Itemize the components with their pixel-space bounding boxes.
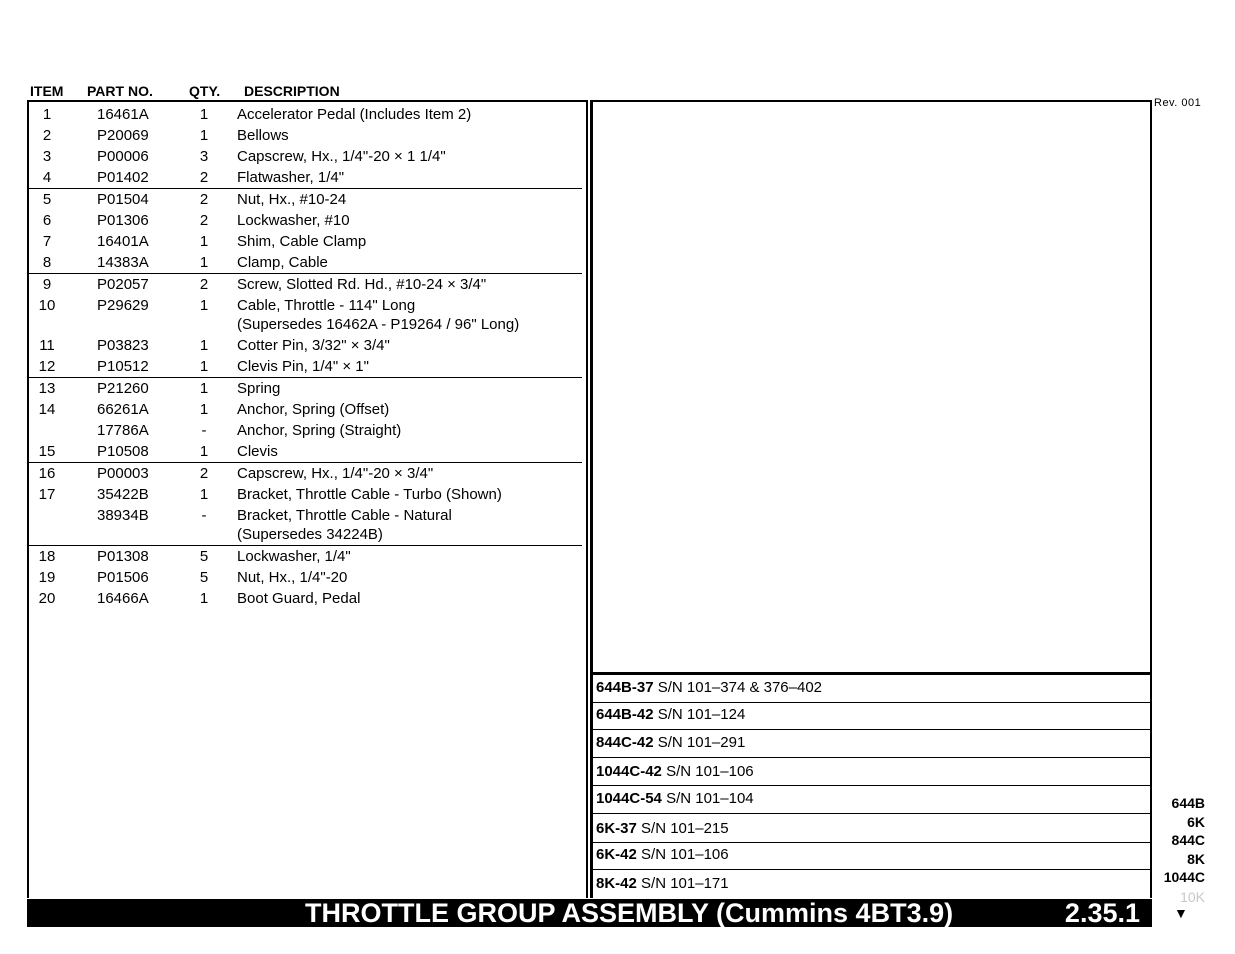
quantity: 2 xyxy=(199,212,209,229)
quantity: 1 xyxy=(199,297,209,314)
quantity: 1 xyxy=(199,380,209,397)
quantity: 1 xyxy=(199,486,209,503)
model-label: 8K xyxy=(1187,850,1205,867)
serial-model: 6K-37 xyxy=(596,820,637,837)
quantity: 1 xyxy=(199,443,209,460)
serial-range-text: S/N 101–215 xyxy=(641,820,729,837)
part-number: P00003 xyxy=(97,465,149,482)
table-row xyxy=(29,274,584,295)
model-label: 6K xyxy=(1187,813,1205,830)
table-row xyxy=(29,505,582,546)
description xyxy=(237,147,584,166)
description xyxy=(237,464,584,483)
description-line: Anchor, Spring (Straight) xyxy=(237,422,402,439)
description-line: Bracket, Throttle Cable - Natural xyxy=(237,507,452,524)
serial-range-text: S/N 101–106 xyxy=(666,763,754,780)
table-row xyxy=(29,441,582,463)
table-row xyxy=(29,463,584,484)
serial-range-text: S/N 101–374 & 376–402 xyxy=(657,679,823,696)
description xyxy=(237,336,584,355)
description xyxy=(237,589,584,608)
description xyxy=(237,232,584,251)
part-number: P21260 xyxy=(97,380,149,397)
part-number: 38934B xyxy=(97,507,149,524)
serial-divider-line xyxy=(593,702,1150,703)
description xyxy=(237,568,584,587)
table-row xyxy=(29,295,584,335)
description-line: Clevis xyxy=(237,443,278,460)
item-number: 19 xyxy=(38,569,56,586)
header-item: ITEM xyxy=(30,83,64,99)
part-number: P02057 xyxy=(97,276,149,293)
part-number: P10508 xyxy=(97,443,149,460)
description xyxy=(237,485,584,504)
quantity: 1 xyxy=(199,106,209,123)
description xyxy=(237,379,584,398)
parts-table xyxy=(29,104,584,609)
item-number: 11 xyxy=(39,337,55,354)
quantity: - xyxy=(201,422,207,439)
item-number: 17 xyxy=(38,486,56,503)
quantity: 1 xyxy=(199,233,209,250)
item-number: 18 xyxy=(38,548,56,565)
table-row xyxy=(29,189,584,210)
table-row xyxy=(29,231,584,252)
table-row xyxy=(29,378,584,399)
table-row xyxy=(29,567,584,588)
table-row xyxy=(29,399,584,420)
serial-range xyxy=(596,679,822,696)
item-number: 2 xyxy=(42,127,52,144)
description xyxy=(237,211,584,230)
description-line: Cable, Throttle - 114" Long xyxy=(237,297,416,314)
serial-divider-line xyxy=(593,813,1150,814)
part-number: 16461A xyxy=(97,106,149,123)
item-number: 16 xyxy=(38,465,56,482)
table-row xyxy=(29,210,584,231)
description xyxy=(237,400,584,419)
quantity: 1 xyxy=(199,590,209,607)
serial-range-text: S/N 101–124 xyxy=(657,706,746,723)
item-number: 10 xyxy=(38,297,56,314)
item-number: 15 xyxy=(38,443,56,460)
serial-range xyxy=(596,820,729,837)
quantity: 2 xyxy=(199,465,209,482)
description-line: Accelerator Pedal (Includes Item 2) xyxy=(237,106,472,123)
item-number: 14 xyxy=(38,401,56,418)
serial-range-text: S/N 101–291 xyxy=(657,734,746,751)
description-line: Bracket, Throttle Cable - Turbo (Shown) xyxy=(237,486,502,503)
serial-divider-line xyxy=(593,757,1150,758)
page-title: THROTTLE GROUP ASSEMBLY (Cummins 4BT3.9) xyxy=(305,898,954,928)
description-line: Lockwasher, #10 xyxy=(237,212,350,229)
description-line: (Supersedes 16462A - P19264 / 96" Long) xyxy=(237,316,520,333)
item-number: 1 xyxy=(42,106,52,123)
description-line: Nut, Hx., #10-24 xyxy=(237,191,347,208)
serial-model: 644B-37 xyxy=(596,679,654,696)
table-row xyxy=(29,484,584,505)
part-number: P29629 xyxy=(97,297,149,314)
serial-range xyxy=(596,790,754,807)
description-line: Capscrew, Hx., 1/4"-20 × 3/4" xyxy=(237,465,434,482)
description-line: Flatwasher, 1/4" xyxy=(237,169,345,186)
quantity: 1 xyxy=(199,254,209,271)
serial-range-text: S/N 101–106 xyxy=(641,846,729,863)
description xyxy=(237,506,582,544)
item-number: 4 xyxy=(42,169,52,186)
item-number: 20 xyxy=(38,590,56,607)
description xyxy=(237,126,584,145)
serial-model: 1044C-42 xyxy=(596,763,662,780)
serial-range xyxy=(596,734,745,751)
serial-divider-line xyxy=(593,842,1150,843)
serial-model: 8K-42 xyxy=(596,875,637,892)
quantity: 2 xyxy=(199,169,209,186)
item-number: 5 xyxy=(42,191,52,208)
header-description: DESCRIPTION xyxy=(244,83,340,99)
description xyxy=(237,190,584,209)
model-label: 644B xyxy=(1171,795,1205,811)
description xyxy=(237,442,582,461)
serial-model: 844C-42 xyxy=(596,734,654,751)
part-number: 66261A xyxy=(97,401,149,418)
quantity: 1 xyxy=(199,337,209,354)
part-number: P01504 xyxy=(97,191,149,208)
description-line: Boot Guard, Pedal xyxy=(237,590,361,607)
quantity: 5 xyxy=(199,548,209,565)
item-number: 6 xyxy=(42,212,52,229)
table-row xyxy=(29,588,584,609)
quantity: 1 xyxy=(199,358,209,375)
table-row xyxy=(29,420,584,441)
page-number: 2.35.1 xyxy=(1064,898,1140,928)
serial-range xyxy=(596,875,729,892)
description-line: Shim, Cable Clamp xyxy=(237,233,367,250)
serial-divider-line xyxy=(593,729,1150,730)
item-number: 8 xyxy=(42,254,52,271)
serial-model: 1044C-54 xyxy=(596,790,662,807)
part-number: 17786A xyxy=(97,422,149,439)
part-number: P01506 xyxy=(97,569,149,586)
serial-range xyxy=(596,763,754,780)
part-number: P01308 xyxy=(97,548,149,565)
description-line: Bellows xyxy=(237,127,289,144)
quantity: 2 xyxy=(199,276,209,293)
description-line: Nut, Hx., 1/4"-20 xyxy=(237,569,348,586)
description xyxy=(237,547,584,566)
item-number: 9 xyxy=(42,276,52,293)
serial-range xyxy=(596,846,729,863)
serial-range-text: S/N 101–104 xyxy=(666,790,754,807)
serial-divider-line xyxy=(593,869,1150,870)
serial-range-text: S/N 101–171 xyxy=(641,875,729,892)
quantity: - xyxy=(201,507,207,524)
description-line: Spring xyxy=(237,380,281,397)
serial-model: 644B-42 xyxy=(596,706,654,723)
description-line: Capscrew, Hx., 1/4"-20 × 1 1/4" xyxy=(237,148,446,165)
table-row xyxy=(29,146,584,167)
item-number: 3 xyxy=(42,148,52,165)
header-qty: QTY. xyxy=(189,83,221,99)
quantity: 1 xyxy=(199,401,209,418)
next-page-arrow-icon: ▼ xyxy=(1174,905,1188,921)
title-bar xyxy=(27,899,1152,927)
revision-label: Rev. 001 xyxy=(1154,97,1202,109)
quantity: 5 xyxy=(199,569,209,586)
quantity: 2 xyxy=(199,191,209,208)
table-row xyxy=(29,167,582,189)
table-row xyxy=(29,335,584,356)
model-label: 844C xyxy=(1171,832,1205,848)
part-number: P20069 xyxy=(97,127,149,144)
description-line: Screw, Slotted Rd. Hd., #10-24 × 3/4" xyxy=(237,276,487,293)
description-line: (Supersedes 34224B) xyxy=(237,526,383,543)
serial-model: 6K-42 xyxy=(596,846,637,863)
description-line: Anchor, Spring (Offset) xyxy=(237,401,390,418)
description xyxy=(237,275,584,294)
description xyxy=(237,168,582,187)
serial-divider xyxy=(590,672,1152,675)
description xyxy=(237,253,582,272)
description-line: Cotter Pin, 3/32" × 3/4" xyxy=(237,337,390,354)
table-row xyxy=(29,252,582,274)
description xyxy=(237,296,584,334)
description-line: Clevis Pin, 1/4" × 1" xyxy=(237,358,369,375)
part-number: 16401A xyxy=(97,233,149,250)
part-number: P01402 xyxy=(97,169,149,186)
quantity: 1 xyxy=(199,127,209,144)
part-number: P10512 xyxy=(97,358,149,375)
model-label: 1044C xyxy=(1163,869,1205,885)
item-number: 7 xyxy=(42,233,52,250)
serial-divider-line xyxy=(593,785,1150,786)
header-part-no: PART NO. xyxy=(87,83,153,99)
table-row xyxy=(29,356,582,378)
part-number: P01306 xyxy=(97,212,149,229)
part-number: 35422B xyxy=(97,486,149,503)
description xyxy=(237,421,584,440)
description-line: Clamp, Cable xyxy=(237,254,328,271)
part-number: 16466A xyxy=(97,590,149,607)
item-number: 13 xyxy=(38,380,56,397)
part-number: P00006 xyxy=(97,148,149,165)
description xyxy=(237,357,582,376)
serial-range xyxy=(596,706,745,723)
table-row xyxy=(29,104,584,125)
table-row xyxy=(29,546,584,567)
table-row xyxy=(29,125,584,146)
part-number: 14383A xyxy=(97,254,149,271)
quantity: 3 xyxy=(199,148,209,165)
part-number: P03823 xyxy=(97,337,149,354)
item-number: 12 xyxy=(38,358,56,375)
description-line: Lockwasher, 1/4" xyxy=(237,548,351,565)
description xyxy=(237,105,584,124)
illustration-area xyxy=(593,102,1150,672)
model-label-inactive: 10K xyxy=(1180,889,1205,905)
